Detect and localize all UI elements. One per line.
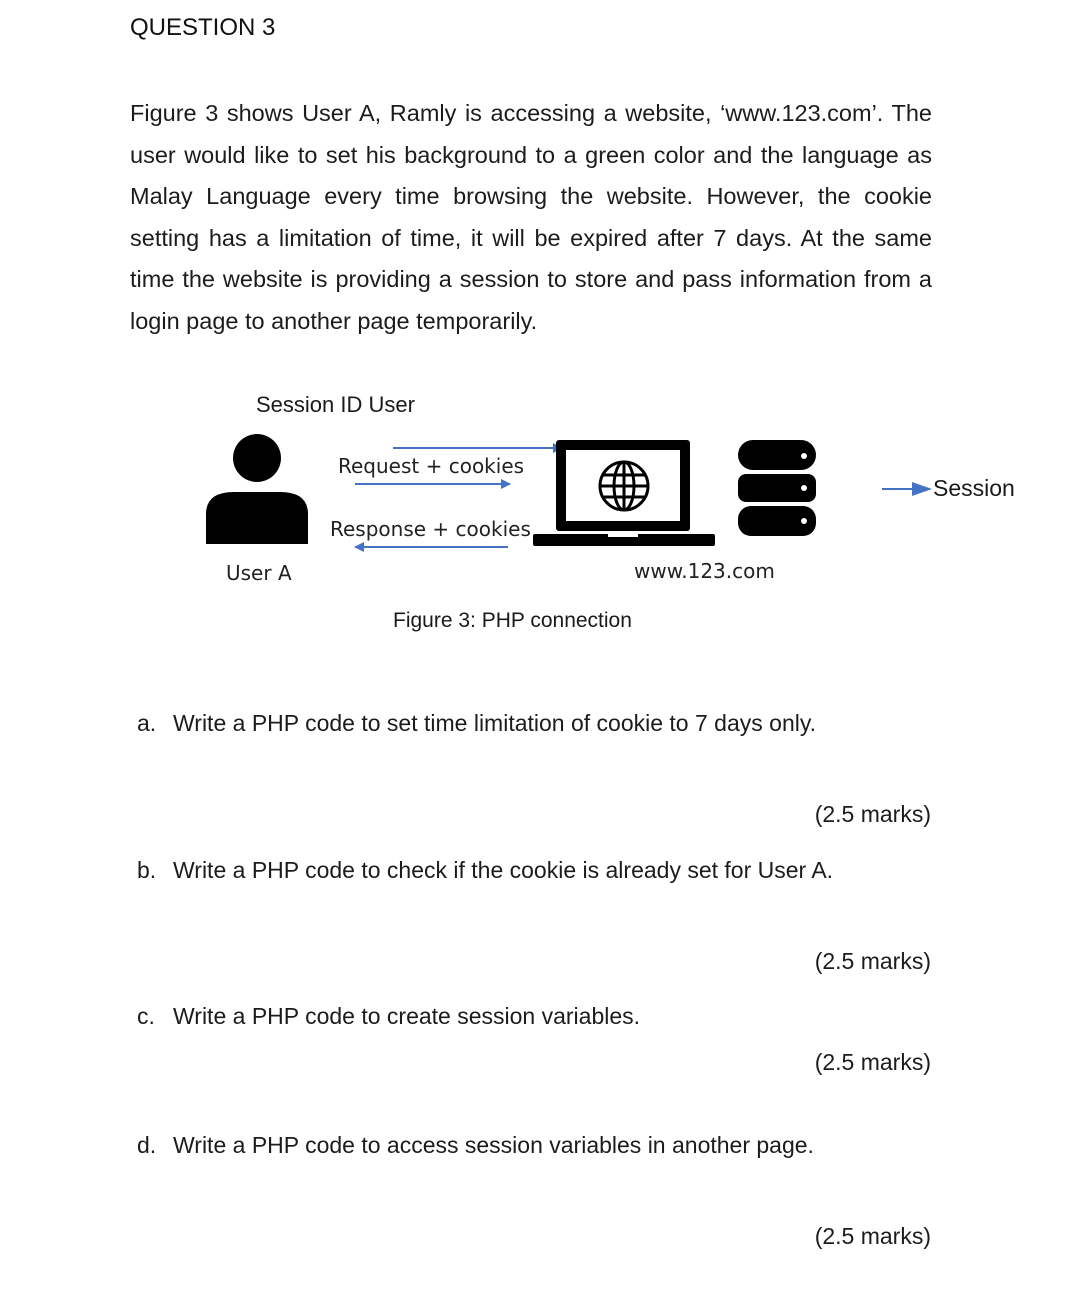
session-id-label: Session ID User xyxy=(256,392,415,417)
question-b-text: Write a PHP code to check if the cookie is already set for User A. xyxy=(173,857,834,883)
question-b-letter: b. xyxy=(137,857,157,883)
site-label: www.123.com xyxy=(634,559,775,583)
question-c-text: Write a PHP code to create session variables. xyxy=(173,1003,641,1029)
request-label: Request + cookies xyxy=(338,454,525,478)
question-d-marks: (2.5 marks) xyxy=(814,1223,931,1249)
question-c-letter: c. xyxy=(137,1003,155,1029)
question-b xyxy=(137,857,833,884)
session-label: Session xyxy=(933,475,1015,501)
laptop-icon xyxy=(530,436,720,551)
question-a-text: Write a PHP code to set time limitation of cookie to 7 days only. xyxy=(173,710,817,736)
session-arrow xyxy=(882,480,934,500)
user-body xyxy=(206,492,308,544)
user-label: User A xyxy=(226,561,292,585)
question-intro: Figure 3 shows User A, Ramly is accessing a website, ‘www.123.com’. The user would like to set his background to a green color and the language as Malay Language every time browsing the website. However, the cookie setting has a limitation of time, it will be expired after 7 days. At the same time the website is providing a session to store and pass information from a login page to another page temporarily. xyxy=(130,100,932,334)
database-icon xyxy=(732,436,822,540)
user-icon xyxy=(200,430,315,550)
question-d xyxy=(137,1132,814,1159)
user-head xyxy=(233,434,281,482)
question-c xyxy=(137,1003,640,1030)
question-d-text: Write a PHP code to access session variables in another page. xyxy=(173,1132,814,1158)
question-b-marks: (2.5 marks) xyxy=(814,948,931,974)
question-a-letter: a. xyxy=(137,710,157,736)
response-label: Response + cookies xyxy=(330,517,531,541)
question-heading: QUESTION 3 xyxy=(130,14,276,41)
question-d-letter: d. xyxy=(137,1132,157,1158)
figure-caption: Figure 3: PHP connection xyxy=(393,609,632,632)
question-c-marks: (2.5 marks) xyxy=(814,1049,931,1075)
question-a xyxy=(137,710,816,737)
globe-icon xyxy=(600,462,648,510)
question-a-marks: (2.5 marks) xyxy=(814,801,931,827)
